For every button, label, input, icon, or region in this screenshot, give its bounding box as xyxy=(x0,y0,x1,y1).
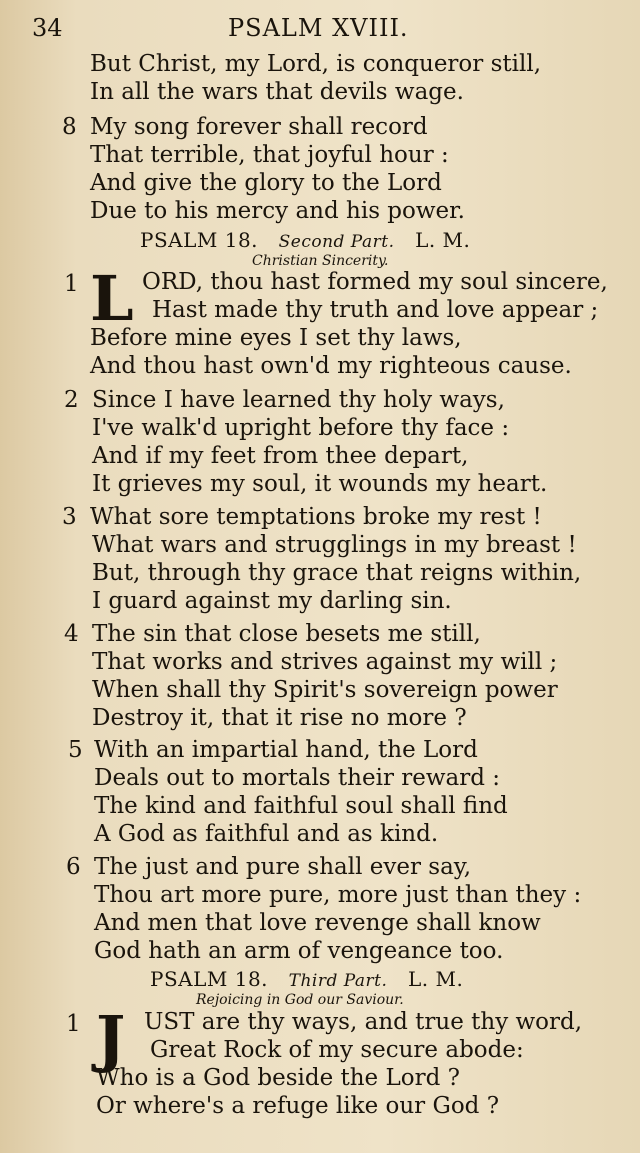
verse-number: 1 xyxy=(64,271,79,297)
verse-number: 5 xyxy=(68,737,83,763)
page-number: 34 xyxy=(32,14,63,42)
meter-label: L. M. xyxy=(408,967,464,991)
drop-cap: J xyxy=(96,1002,126,1075)
running-title: PSALM XVIII. xyxy=(228,14,409,42)
verse-line: And give the glory to the Lord xyxy=(90,170,442,196)
verse-line: But Christ, my Lord, is conqueror still, xyxy=(90,51,542,77)
verse-line: A God as faithful and as kind. xyxy=(94,821,439,847)
psalm-label: PSALM 18. xyxy=(150,967,269,991)
drop-cap: L xyxy=(90,262,134,335)
meter-label: L. M. xyxy=(415,228,471,252)
verse-line: The just and pure shall ever say, xyxy=(94,854,472,880)
part-subtitle: Rejoicing in God our Saviour. xyxy=(196,992,404,1008)
verse-line: Destroy it, that it rise no more ? xyxy=(92,705,467,731)
verse-line: ORD, thou hast formed my soul sincere, xyxy=(142,269,608,295)
verse-line: Great Rock of my secure abode: xyxy=(150,1037,524,1063)
verse-line: What wars and strugglings in my breast ! xyxy=(92,532,577,558)
verse-line: But, through thy grace that reigns within, xyxy=(92,560,582,586)
verse-line: It grieves my soul, it wounds my heart. xyxy=(92,471,548,497)
verse-line: The kind and faithful soul shall find xyxy=(94,793,508,819)
verse-line: Deals out to mortals their reward : xyxy=(94,765,501,791)
verse-line: Or where's a refuge like our God ? xyxy=(96,1093,500,1119)
verse-line: UST are thy ways, and true thy word, xyxy=(144,1009,583,1035)
verse-number: 6 xyxy=(66,854,81,880)
verse-line: Who is a God beside the Lord ? xyxy=(96,1065,460,1091)
verse-line: My song forever shall record xyxy=(90,114,428,140)
verse-line: In all the wars that devils wage. xyxy=(90,79,464,105)
verse-line: What sore temptations broke my rest ! xyxy=(90,504,542,530)
verse-line: With an impartial hand, the Lord xyxy=(94,737,478,763)
verse-number: 8 xyxy=(62,114,77,140)
verse-number: 4 xyxy=(64,621,79,647)
psalm-label: PSALM 18. xyxy=(140,228,259,252)
verse-line: The sin that close besets me still, xyxy=(92,621,481,647)
part-label: Second Part. xyxy=(278,232,395,252)
verse-line: And men that love revenge shall know xyxy=(94,910,541,936)
verse-line: When shall thy Spirit's sovereign power xyxy=(92,677,558,703)
verse-number: 1 xyxy=(66,1011,81,1037)
verse-line: That works and strives against my will ; xyxy=(92,649,558,675)
verse-line: Due to his mercy and his power. xyxy=(90,198,465,224)
part-label: Third Part. xyxy=(288,971,388,991)
verse-line: Before mine eyes I set thy laws, xyxy=(90,325,462,351)
verse-line: I've walk'd upright before thy face : xyxy=(92,415,510,441)
verse-number: 2 xyxy=(64,387,79,413)
verse-line: Thou art more pure, more just than they : xyxy=(94,882,582,908)
verse-line: That terrible, that joyful hour : xyxy=(90,142,449,168)
verse-line: And if my feet from thee depart, xyxy=(92,443,469,469)
part-heading xyxy=(140,228,470,252)
part-heading xyxy=(150,967,463,991)
verse-line: God hath an arm of vengeance too. xyxy=(94,938,504,964)
verse-line: I guard against my darling sin. xyxy=(92,588,452,614)
verse-number: 3 xyxy=(62,504,77,530)
verse-line: Hast made thy truth and love appear ; xyxy=(152,297,599,323)
page-header xyxy=(0,12,640,46)
verse-line: Since I have learned thy holy ways, xyxy=(92,387,505,413)
verse-line: And thou hast own'd my righteous cause. xyxy=(90,353,572,379)
part-subtitle: Christian Sincerity. xyxy=(252,253,389,269)
